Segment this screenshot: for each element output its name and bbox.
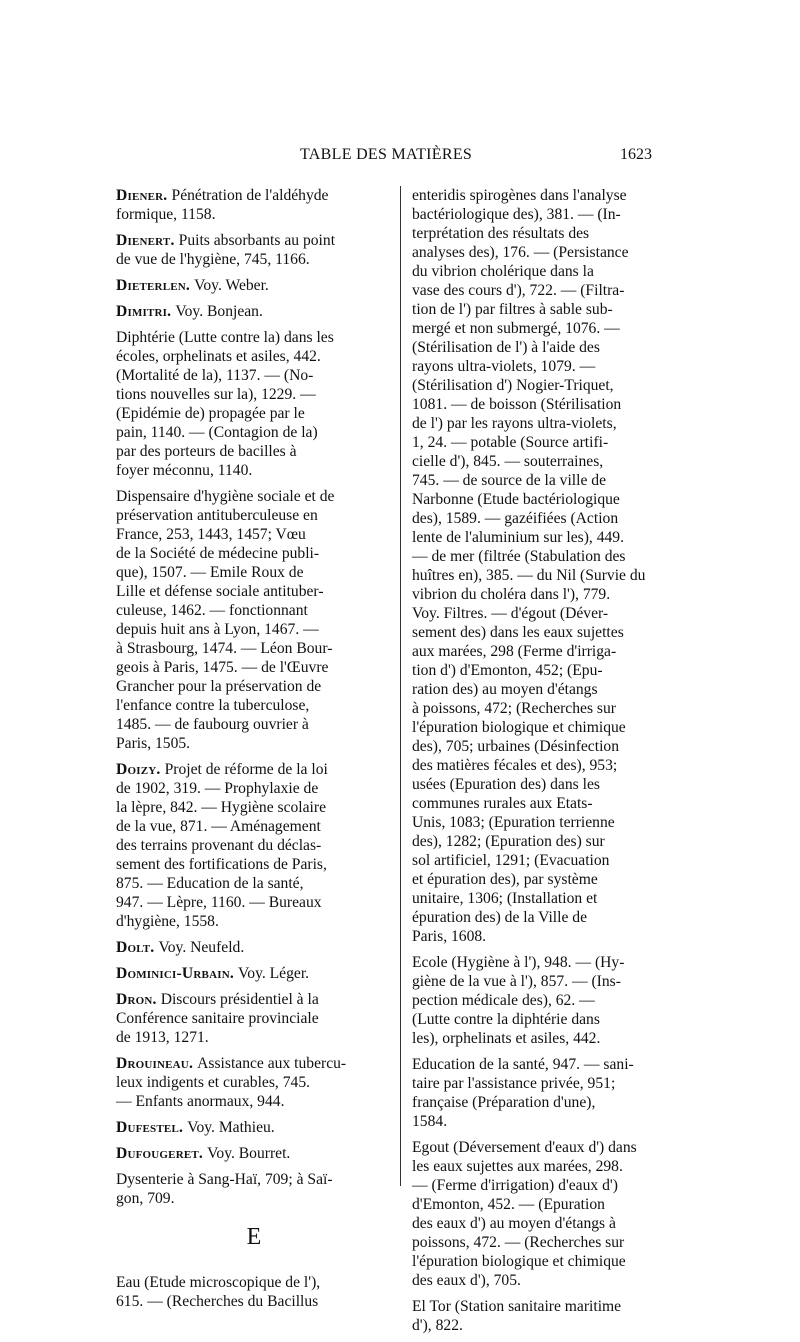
entry-line: tions nouvelles sur la), 1229. — [116,386,316,403]
entry-line: — de mer (filtrée (Stabulation des [412,548,626,565]
index-entry [116,328,392,480]
entry-line: par des porteurs de bacilles à [116,443,297,460]
entry-line: Dufestel. Voy. Mathieu. [116,1119,275,1136]
entry-line: des eaux d'), 705. [412,1272,521,1289]
entry-line: Doizy. Projet de réforme de la loi [116,761,328,778]
index-entry [116,760,392,931]
entry-line: foyer méconnu, 1140. [116,462,253,479]
entry-line: Dieterlen. Voy. Weber. [116,277,269,294]
entry-line: 1, 24. — potable (Source artifi- [412,434,609,451]
entry-line: formique, 1158. [116,206,216,223]
index-entry [116,1118,392,1137]
right-column [412,186,687,1342]
entry-line: mergé et non submergé, 1076. — [412,320,620,337]
entry-line: lente de l'aluminium sur les), 449. [412,529,624,546]
entry-line: usées (Epuration des) dans les [412,776,600,793]
entry-line: écoles, orphelinats et asiles, 442. [116,348,321,365]
entry-line: sol artificiel, 1291; (Evacuation [412,852,610,869]
entry-line: Dolt. Voy. Neufeld. [116,939,245,956]
entry-line: 1081. — de boisson (Stérilisation [412,396,622,413]
entry-line: communes rurales aux Etats- [412,795,593,812]
entry-line: des eaux d') au moyen d'étangs à [412,1215,616,1232]
entry-line: geois à Paris, 1475. — de l'Œuvre [116,659,329,676]
entry-line: des), 1589. — gazéifiées (Action [412,510,619,527]
index-entry [116,302,392,321]
index-entry [412,1055,687,1131]
entry-line: (Epidémie de) propagée par le [116,405,305,422]
entry-line: analyses des), 176. — (Persistance [412,244,629,261]
entry-line: de la Société de médecine publi- [116,545,320,562]
index-entry [412,186,687,946]
entry-line: épuration des) de la Ville de [412,909,588,926]
entry-line: de la vue, 871. — Aménagement [116,818,321,835]
entry-line: d'hygiène, 1558. [116,913,219,930]
entry-line: Egout (Déversement d'eaux d') dans [412,1139,637,1156]
index-entry [116,231,392,269]
entry-author: Doizy. [116,761,165,778]
entry-line: et épuration des), par système [412,871,598,888]
entry-line: à poissons, 472; (Recherches sur [412,700,616,717]
index-entry [116,1273,392,1311]
entry-line: de l') par les rayons ultra-violets, [412,415,617,432]
entry-line: Voy. Filtres. — d'égout (Déver- [412,605,609,622]
entry-line: pain, 1140. — (Contagion de la) [116,424,318,441]
index-entry [116,487,392,753]
running-title: TABLE DES MATIÈRES [300,146,473,163]
entry-line: l'épuration biologique et chimique [412,1253,626,1270]
index-entry [116,990,392,1047]
entry-line: Paris, 1505. [116,735,191,752]
entry-line: (Mortalité de la), 1137. — (No- [116,367,314,384]
entry-line: 745. — de source de la ville de [412,472,606,489]
index-entry [116,964,392,983]
entry-line: aux marées, 298 (Ferme d'irriga- [412,643,617,660]
entry-author: Drouineau. [116,1055,198,1072]
entry-line: des), 705; urbaines (Désinfection [412,738,619,755]
entry-line: depuis huit ans à Lyon, 1467. — [116,621,319,638]
index-entry [116,186,392,224]
entry-line: cielle d'), 845. — souterraines, [412,453,604,470]
entry-line: Dron. Discours présidentiel à la [116,991,319,1008]
entry-line: Narbonne (Etude bactériologique [412,491,620,508]
entry-author: Diener. [116,187,172,204]
entry-line: tion de l') par filtres à sable sub- [412,301,613,318]
page-number: 1623 [620,146,652,163]
entry-line: unitaire, 1306; (Installation et [412,890,598,907]
entry-line: ration des) au moyen d'étangs [412,681,598,698]
entry-author: Dominici-Urbain. [116,965,239,982]
index-entry [412,1297,687,1335]
entry-line: gon, 709. [116,1190,175,1207]
entry-line: Unis, 1083; (Epuration terrienne [412,814,615,831]
entry-author: Dieterlen. [116,277,195,294]
entry-line: les), orphelinats et asiles, 442. [412,1030,601,1047]
entry-line: l'enfance contre la tuberculose, [116,697,310,714]
entry-line: sement des) dans les eaux sujettes [412,624,624,641]
entry-line: El Tor (Station sanitaire maritime [412,1298,622,1315]
entry-line: Dufougeret. Voy. Bourret. [116,1145,291,1162]
entry-line: (Stérilisation d') Nogier-Triquet, [412,377,614,394]
entry-line: (Lutte contre la diphtérie dans [412,1011,600,1028]
entry-line: 615. — (Recherches du Bacillus [116,1293,319,1310]
entry-line: Dispensaire d'hygiène sociale et de [116,488,335,505]
entry-line: des terrains provenant du déclas- [116,837,322,854]
entry-line: d'), 822. [412,1317,463,1334]
entry-author: Dufestel. [116,1119,188,1136]
entry-line: Dienert. Puits absorbants au point [116,232,336,249]
entry-line: des), 1282; (Epuration des) sur [412,833,605,850]
entry-line: Dominici-Urbain. Voy. Léger. [116,965,310,982]
entry-line: de 1902, 319. — Prophylaxie de [116,780,319,797]
entry-line: à Strasbourg, 1474. — Léon Bour- [116,640,333,657]
entry-line: vibrion du choléra dans l'), 779. [412,586,611,603]
entry-line: culeuse, 1462. — fonctionnant [116,602,308,619]
entry-author: Dienert. [116,232,179,249]
entry-line: huîtres en), 385. — du Nil (Survie du [412,567,646,584]
entry-author: Dolt. [116,939,159,956]
entry-line: l'épuration biologique et chimique [412,719,626,736]
entry-line: terprétation des résultats des [412,225,590,242]
entry-line: de vue de l'hygiène, 745, 1166. [116,251,310,268]
entry-line: les eaux sujettes aux marées, 298. [412,1158,623,1175]
page-header [0,146,800,170]
entry-line: des matières fécales et des), 953; [412,757,618,774]
entry-line: 947. — Lèpre, 1160. — Bureaux [116,894,322,911]
entry-line: rayons ultra-violets, 1079. — [412,358,596,375]
entry-line: Eau (Etude microscopique de l'), [116,1274,321,1291]
entry-line: de 1913, 1271. [116,1029,209,1046]
entry-author: Dimitri. [116,303,176,320]
index-entry [116,1144,392,1163]
entry-line: Paris, 1608. [412,928,487,945]
entry-line: — Enfants anormaux, 944. [116,1093,285,1110]
entry-line: Lille et défense sociale antituber- [116,583,324,600]
entry-author: Dron. [116,991,161,1008]
entry-line: préservation antituberculeuse en [116,507,318,524]
entry-line: tion d') d'Emonton, 452; (Epu- [412,662,603,679]
left-column [116,186,392,1318]
entry-line: Grancher pour la préservation de [116,678,322,695]
entry-line: — (Ferme d'irrigation) d'eaux d') [412,1177,618,1194]
entry-line: Diphtérie (Lutte contre la) dans les [116,329,334,346]
index-entry [116,1170,392,1208]
entry-line: leux indigents et curables, 745. [116,1074,311,1091]
section-letter: E [246,1224,262,1250]
entry-line: (Stérilisation de l') à l'aide des [412,339,600,356]
entry-line: du vibrion cholérique dans la [412,263,594,280]
entry-line: bactériologique des), 381. — (In- [412,206,621,223]
entry-line: 875. — Education de la santé, [116,875,304,892]
entry-line: France, 253, 1443, 1457; Vœu [116,526,306,543]
entry-line: Dysenterie à Sang-Haï, 709; à Saï- [116,1171,333,1188]
index-entry [116,276,392,295]
column-divider [400,186,401,1186]
entry-line: 1584. [412,1113,448,1130]
entry-line: Conférence sanitaire provinciale [116,1010,319,1027]
index-entry [116,938,392,957]
entry-line: Ecole (Hygiène à l'), 948. — (Hy- [412,954,625,971]
entry-line: pection médicale des), 62. — [412,992,595,1009]
index-entry [412,1138,687,1290]
entry-line: la lèpre, 842. — Hygiène scolaire [116,799,327,816]
entry-line: enteridis spirogènes dans l'analyse [412,187,627,204]
entry-line: taire par l'assistance privée, 951; [412,1075,616,1092]
entry-line: Diener. Pénétration de l'aldéhyde [116,187,329,204]
entry-line: d'Emonton, 452. — (Epuration [412,1196,605,1213]
entry-line: Drouineau. Assistance aux tubercu- [116,1055,347,1072]
entry-line: giène de la vue à l'), 857. — (Ins- [412,973,621,990]
entry-line: 1485. — de faubourg ouvrier à [116,716,309,733]
entry-line: poissons, 472. — (Recherches sur [412,1234,625,1251]
index-entry [412,953,687,1048]
entry-line: que), 1507. — Emile Roux de [116,564,304,581]
entry-line: Dimitri. Voy. Bonjean. [116,303,263,320]
entry-author: Dufougeret. [116,1145,208,1162]
index-entry [116,1054,392,1111]
entry-line: sement des fortifications de Paris, [116,856,327,873]
entry-line: vase des cours d'), 722. — (Filtra- [412,282,625,299]
entry-line: Education de la santé, 947. — sani- [412,1056,634,1073]
entry-line: française (Préparation d'une), [412,1094,596,1111]
